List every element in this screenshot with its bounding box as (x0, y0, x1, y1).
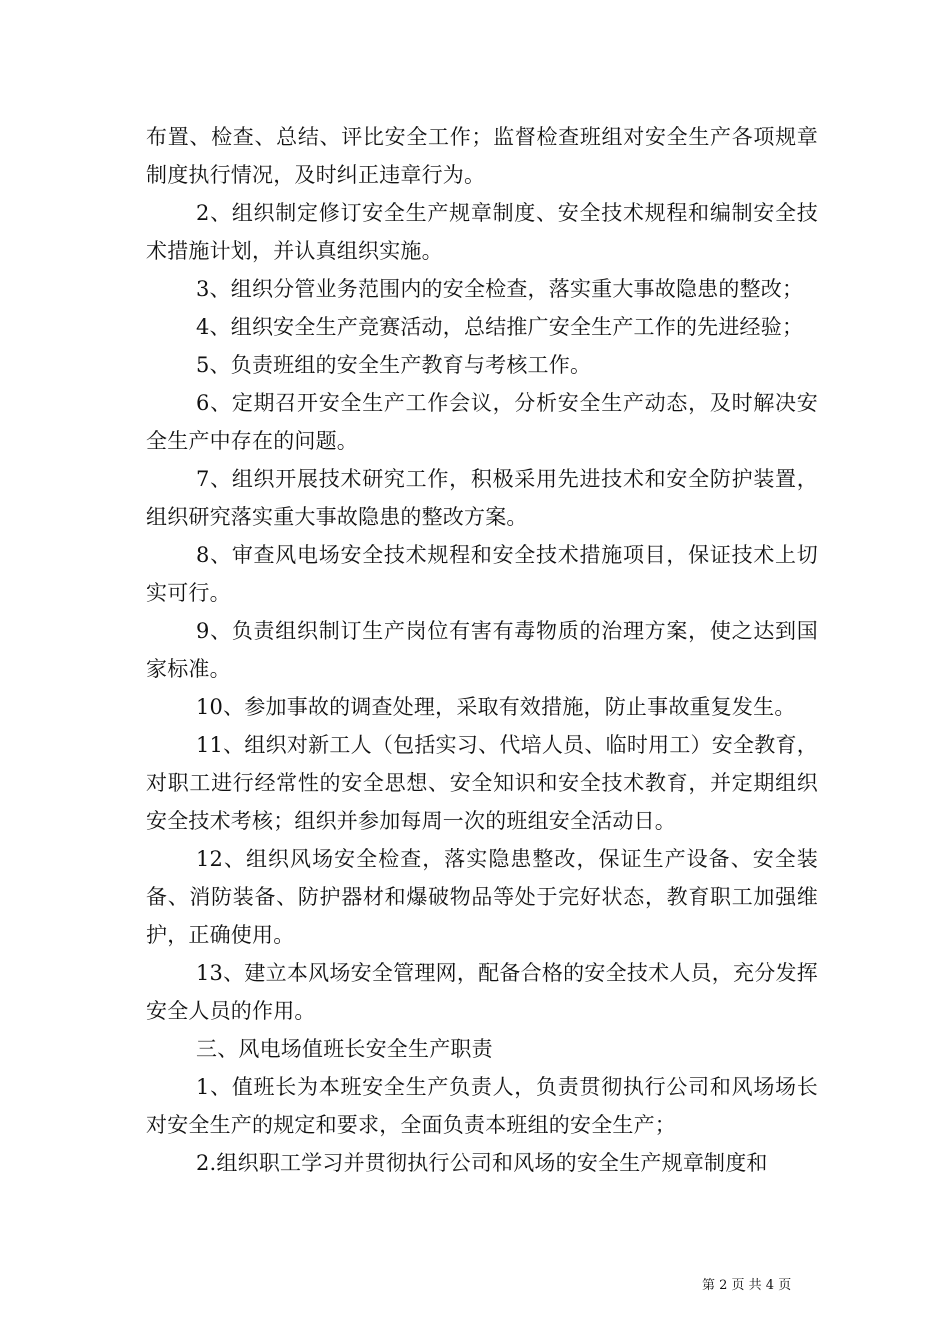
section-heading-3: 三、风电场值班长安全生产职责 (196, 1037, 493, 1061)
document-body (146, 118, 818, 1182)
paragraph-item-8: 8、审查风电场安全技术规程和安全技术措施项目，保证技术上切实可行。 (146, 543, 818, 605)
paragraph-item-6: 6、定期召开安全生产工作会议，分析安全生产动态，及时解决安全生产中存在的问题。 (146, 391, 818, 453)
paragraph-item-5: 5、负责班组的安全生产教育与考核工作。 (196, 353, 592, 377)
paragraph-item-13: 13、建立本风场安全管理网，配备合格的安全技术人员，充分发挥安全人员的作用。 (146, 961, 818, 1023)
paragraph-item-11: 11、组织对新工人（包括实习、代培人员、临时用工）安全教育，对职工进行经常性的安全思想、安全知识和安全技术教育，并定期组织安全技术考核；组织并参加每周一次的班组安全活动日。 (146, 733, 818, 833)
paragraph-item-3: 3、组织分管业务范围内的安全检查，落实重大事故隐患的整改； (196, 277, 804, 301)
paragraph-item-10: 10、参加事故的调查处理，采取有效措施，防止事故重复发生。 (196, 695, 796, 719)
paragraph-item-12: 12、组织风场安全检查，落实隐患整改，保证生产设备、安全装备、消防装备、防护器材和爆破物品等处于完好状态，教育职工加强维护，正确使用。 (146, 847, 818, 947)
paragraph-continuation: 布置、检查、总结、评比安全工作；监督检查班组对安全生产各项规章制度执行情况，及时纠正违章行为。 (146, 125, 818, 187)
paragraph-item-4: 4、组织安全生产竞赛活动，总结推广安全生产工作的先进经验； (196, 315, 804, 339)
paragraph-item-9: 9、负责组织制订生产岗位有害有毒物质的治理方案，使之达到国家标准。 (146, 619, 818, 681)
paragraph-item-2: 2、组织制定修订安全生产规章制度、安全技术规程和编制安全技术措施计划，并认真组织实施。 (146, 201, 818, 263)
paragraph-section3-item-1: 1、值班长为本班安全生产负责人，负责贯彻执行公司和风场场长对安全生产的规定和要求，全面负责本班组的安全生产； (146, 1075, 818, 1137)
paragraph-section3-item-2: 2.组织职工学习并贯彻执行公司和风场的安全生产规章制度和 (196, 1151, 768, 1175)
page-number-footer: 第 2 页 共 4 页 (702, 1278, 792, 1293)
paragraph-item-7: 7、组织开展技术研究工作，积极采用先进技术和安全防护装置，组织研究落实重大事故隐患的整改方案。 (146, 467, 818, 529)
